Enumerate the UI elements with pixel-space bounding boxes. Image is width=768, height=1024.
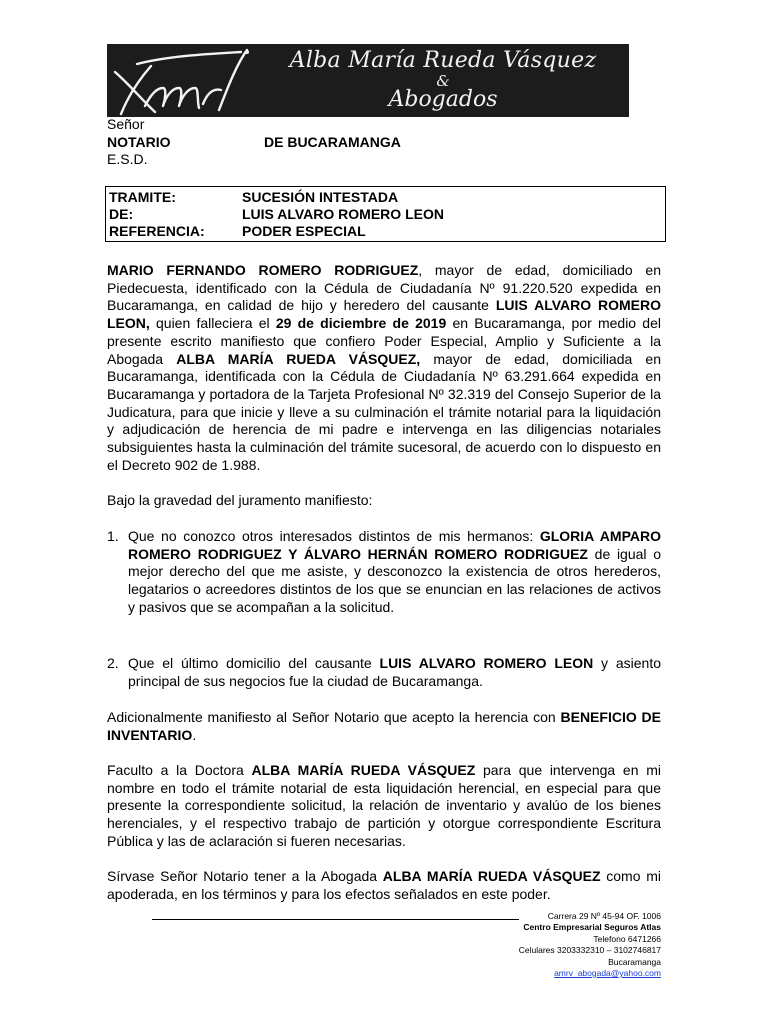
letterhead-ampersand: & bbox=[436, 72, 450, 90]
paragraph-grant bbox=[107, 262, 661, 474]
paragraph-faculties bbox=[107, 762, 661, 851]
footer-address: Carrera 29 Nº 45-94 OF. 1006 bbox=[547, 911, 661, 921]
text-span: . bbox=[192, 726, 197, 743]
de-row bbox=[109, 206, 444, 223]
benefit-inventory: BENEFICIO DE INVENTARIO bbox=[107, 709, 661, 743]
text-span: mayor de edad, domiciliada en Bucaramanga, identificada con la Cédula de Ciudadanía Nº 63.291.664 expedida en Bucaramanga y portadora de la Tarjeta Profesional Nº 32.319 del Consejo Superior de la Judicatura, para que inicie y lleve a su culminación el trámite notarial para la liquidación y adjudicación de herencia de mi padre e intervenga en las diligencias notariales subsiguientes hasta la culminación del trámite sucesoral, de acuerdo con lo dispuesto en el Decreto 902 de 1.988. bbox=[107, 350, 661, 473]
referencia-value: PODER ESPECIAL bbox=[242, 223, 366, 239]
text-span: de igual o mejor derecho del que me asiste, y desconozco la existencia de otros herederos, legatarios o acreedores distintos de los que se enuncian en las relaciones de activos y pasivos que se acompañan a la solicitud. bbox=[128, 545, 662, 615]
tramite-row bbox=[109, 189, 398, 206]
text-span: Faculto a la Doctora bbox=[107, 762, 252, 778]
list-number: 2. bbox=[107, 655, 119, 671]
tramite-key: TRAMITE: bbox=[109, 189, 176, 205]
paragraph-request bbox=[107, 868, 661, 903]
attorney-name: ALBA MARÍA RUEDA VÁSQUEZ, bbox=[176, 350, 421, 367]
footer-mobiles: Celulares 3203332310 – 3102746817 bbox=[518, 945, 661, 955]
text-span: y asiento principal de sus negocios fue la ciudad de Bucaramanga. bbox=[128, 655, 661, 689]
letterhead-firm: Abogados bbox=[388, 87, 498, 112]
text-span: , mayor de edad, domiciliado en Piedecuesta, identificado con la Cédula de Ciudadanía Nº 91.220.520 expedida en Bucaramanga, en calidad de hijo y heredero del causante bbox=[107, 262, 661, 314]
paragraph-acceptance bbox=[107, 709, 661, 744]
signature-line bbox=[152, 919, 519, 920]
text-span: Sírvase Señor Notario tener a la Abogada bbox=[107, 868, 383, 884]
decedent-name: LUIS ALVARO ROMERO LEON, bbox=[107, 297, 661, 332]
list-item bbox=[128, 655, 661, 690]
footer-phone: Telefono 6471266 bbox=[593, 934, 661, 944]
text-span: como mi apoderada, en los términos y para los efectos señalados en este poder. bbox=[107, 868, 661, 902]
esd-line: E.S.D. bbox=[107, 151, 148, 167]
referencia-key: REFERENCIA: bbox=[109, 223, 205, 239]
decedent-name: LUIS ALVARO ROMERO LEON bbox=[379, 655, 594, 671]
letterhead-banner bbox=[107, 44, 629, 117]
tramite-value: SUCESIÓN INTESTADA bbox=[242, 189, 399, 205]
death-date: 29 de diciembre de 2019 bbox=[275, 315, 447, 332]
salutation: Señor bbox=[107, 116, 145, 132]
text-span: Que el último domicilio del causante bbox=[128, 655, 380, 671]
attorney-name: ALBA MARÍA RUEDA VÁSQUEZ bbox=[382, 868, 601, 884]
letterhead-name: Alba María Rueda Vásquez bbox=[289, 48, 597, 73]
list-number: 1. bbox=[107, 528, 119, 544]
text-span: quien falleciera el bbox=[149, 315, 276, 332]
siblings-names: GLORIA AMPARO ROMERO RODRIGUEZ Y ÁLVARO HERNÁN ROMERO RODRIGUEZ bbox=[128, 528, 661, 562]
footer-email-link[interactable]: amrv_abogada@yahoo.com bbox=[554, 968, 661, 978]
footer-city: Bucaramanga bbox=[608, 957, 661, 967]
text-span: Adicionalmente manifiesto al Señor Notario que acepto la herencia con bbox=[107, 709, 561, 725]
paragraph-oath: Bajo la gravedad del juramento manifiesto: bbox=[107, 492, 373, 508]
attorney-name: ALBA MARÍA RUEDA VÁSQUEZ bbox=[251, 762, 476, 778]
de-value: LUIS ALVARO ROMERO LEON bbox=[242, 206, 444, 222]
footer-building: Centro Empresarial Seguros Atlas bbox=[523, 922, 661, 932]
text-span: Que no conozco otros interesados distintos de mis hermanos: bbox=[128, 528, 540, 544]
referencia-row bbox=[109, 223, 366, 240]
tramite-box bbox=[105, 186, 666, 242]
de-key: DE: bbox=[109, 206, 134, 222]
notary-city: DE BUCARAMANGA bbox=[264, 134, 401, 150]
list-item bbox=[128, 528, 661, 617]
grantor-name: MARIO FERNANDO ROMERO RODRIGUEZ bbox=[107, 262, 419, 278]
text-span: para que intervenga en mi nombre en todo el trámite notarial de esta liquidación herencial, en especial para que presente la correspondiente solicitud, la relación de inventario y avalúo de los bienes herenciales, y el respectivo trabajo de partición y otorgue correspondiente Escritura Pública y las de aclaración si fueren necesarias. bbox=[107, 762, 661, 849]
text-span: en Bucaramanga, por medio del presente escrito manifiesto que confiero Poder Especial, Amplio y Suficiente a la Abogada bbox=[107, 315, 661, 367]
notary-label: NOTARIO bbox=[107, 134, 171, 150]
